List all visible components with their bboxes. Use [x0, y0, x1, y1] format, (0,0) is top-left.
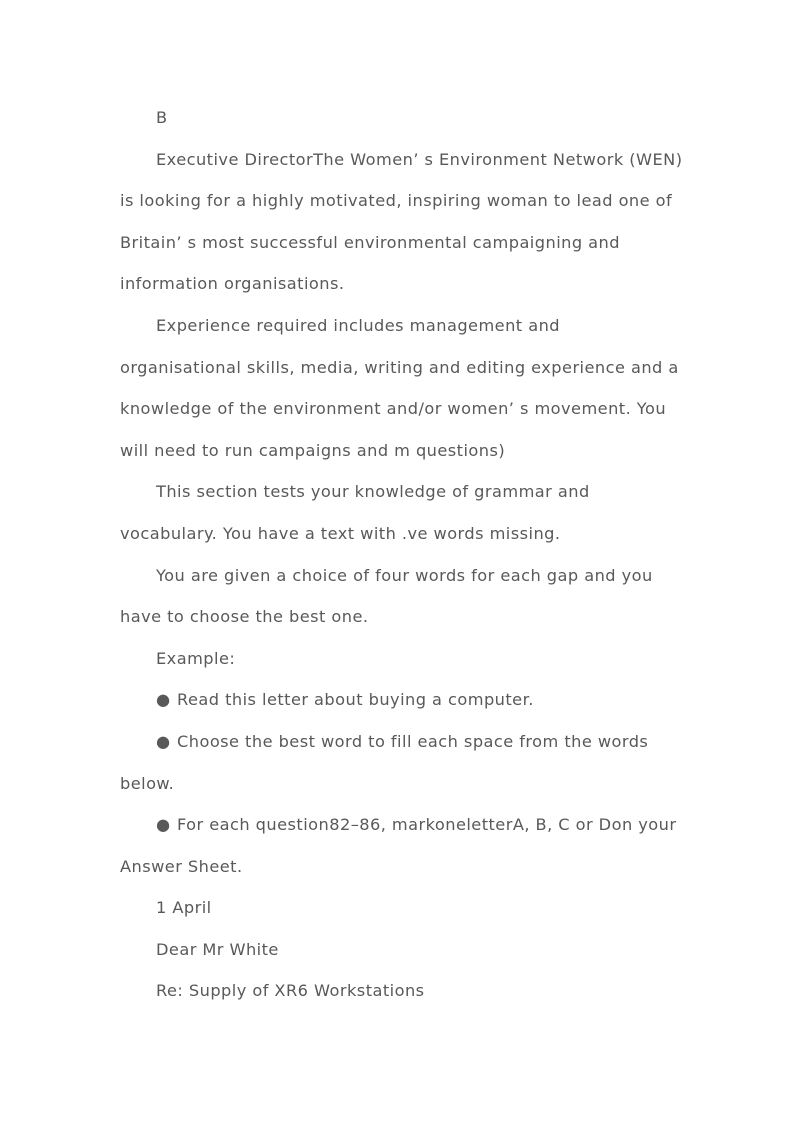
letter-subject: Re: Supply of XR6 Workstations [156, 981, 425, 1001]
letter-date: 1 April [156, 898, 212, 918]
example-label: Example: [156, 648, 236, 668]
section-intro-paragraph: This section tests your knowledge of grammar and vocabulary. You have a text with .ve words missing. [120, 482, 590, 543]
bullet-text: Read this letter about buying a computer. [177, 690, 534, 710]
letter-salutation: Dear Mr White [156, 939, 279, 959]
bullet-item-choose-word [120, 721, 686, 804]
document-body [120, 97, 686, 1012]
bullet-item-mark-letter [120, 804, 686, 887]
bullet-dot-icon: ● [156, 690, 171, 710]
experience-paragraph: Experience required includes management and organisational skills, media, writing and editing experience and a knowledge of the environment and/or women’ s movement. You will need to run campaigns and m questions) [120, 315, 679, 460]
choice-instruction-paragraph: You are given a choice of four words for each gap and you have to choose the best one. [120, 565, 653, 627]
section-letter: B [156, 108, 168, 127]
bullet-dot-icon: ● [156, 815, 171, 835]
bullet-text: For each question82–86, markoneletterA, B, C or Don your Answer Sheet. [120, 815, 677, 876]
bullet-dot-icon: ● [156, 731, 171, 751]
bullet-item-read-letter [120, 679, 686, 721]
bullet-text: Choose the best word to fill each space from the words below. [120, 731, 649, 793]
job-ad-paragraph: Executive DirectorThe Women’ s Environment Network (WEN) is looking for a highly motivated, inspiring woman to lead one of Britain’ s most successful environmental campaigning and information organisations. [120, 149, 683, 294]
